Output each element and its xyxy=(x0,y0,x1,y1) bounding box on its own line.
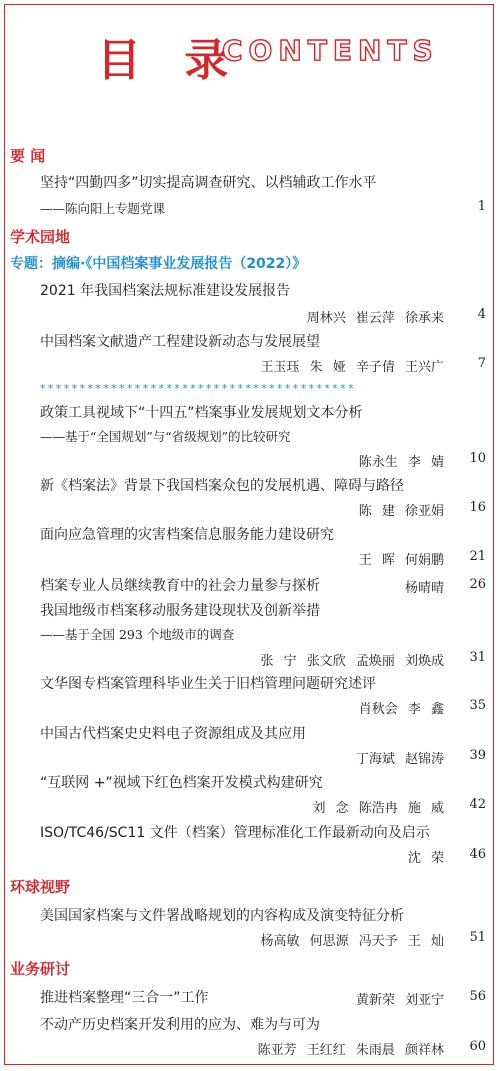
article-authors: 黄新荣 刘亚宁 xyxy=(355,993,444,1008)
page-number: 4 xyxy=(477,307,486,322)
article-title[interactable]: 美国国家档案与文件署战略规划的内容构成及演变特征分析 xyxy=(40,908,404,924)
topic-heading: 专题：摘编·《中国档案事业发展报告（2022）》 xyxy=(10,256,307,272)
article-title[interactable]: 推进档案整理“三合一”工作 xyxy=(40,990,209,1006)
article-title[interactable]: “互联网 +”视域下红色档案开发模式构建研究 xyxy=(40,775,323,791)
article-subtitle: ——陈向阳上专题党课 xyxy=(40,201,166,216)
article-authors: 沈 荣 xyxy=(407,851,444,866)
page-number: 35 xyxy=(469,698,486,713)
page-number: 56 xyxy=(469,989,486,1004)
title-chinese: 目 录 xyxy=(97,35,243,86)
page-number: 60 xyxy=(469,1039,486,1054)
article-title[interactable]: 坚持“四勤四多”切实提高调查研究、以档辅政工作水平 xyxy=(40,175,377,191)
article-title[interactable]: 我国地级市档案移动服务建设现状及创新举措 xyxy=(40,603,320,619)
article-authors: 肖秋会 李 鑫 xyxy=(358,702,444,717)
section-heading-academic: 学术园地 xyxy=(10,228,71,246)
article-title[interactable]: 中国档案文献遗产工程建设新动态与发展展望 xyxy=(40,334,320,350)
article-title[interactable]: 不动产历史档案开发利用的应为、难为与可为 xyxy=(40,1017,320,1033)
page-number: 46 xyxy=(469,847,486,862)
article-title[interactable]: 政策工具视域下“十四五”档案事业发展规划文本分析 xyxy=(40,405,363,421)
article-title[interactable]: ISO/TC46/SC11 文件（档案）管理标准化工作最新动向及启示 xyxy=(40,825,430,841)
title-english: CONTENTS xyxy=(222,34,439,67)
article-authors: 陈 建 徐亚娟 xyxy=(358,504,444,519)
section-heading-global: 环球视野 xyxy=(10,878,71,896)
article-title[interactable]: 2021 年我国档案法规标准建设发展报告 xyxy=(40,283,291,299)
section-heading-practice: 业务研讨 xyxy=(10,960,71,978)
page-number: 31 xyxy=(469,650,486,665)
article-authors: 张 宁 张文欣 孟焕丽 刘焕成 xyxy=(260,654,444,669)
page-number: 42 xyxy=(469,797,486,812)
page-number: 1 xyxy=(477,199,486,214)
article-authors: 陈亚芳 王红红 朱雨晨 颜祥林 xyxy=(257,1043,444,1058)
article-authors: 周林兴 崔云萍 徐承来 xyxy=(306,311,444,326)
section-heading-news: 要 闻 xyxy=(10,147,46,165)
page-number: 51 xyxy=(469,930,486,945)
article-title[interactable]: 新《档案法》背景下我国档案众包的发展机遇、障碍与路径 xyxy=(40,478,404,494)
article-authors: 刘 念 陈浩冉 施 威 xyxy=(312,801,444,816)
article-authors: 王玉珏 朱 娅 辛子倩 王兴广 xyxy=(260,360,444,375)
page-number: 10 xyxy=(469,451,486,466)
page-number: 7 xyxy=(477,356,486,371)
article-authors: 杨晴晴 xyxy=(404,581,444,596)
page-number: 39 xyxy=(469,748,486,763)
page-number: 26 xyxy=(469,577,486,592)
article-subtitle: ——基于“全国规划”与“省级规划”的比较研究 xyxy=(40,429,291,444)
page-number: 21 xyxy=(469,549,486,564)
article-authors: 丁海斌 赵锦涛 xyxy=(355,752,444,767)
article-authors: 陈永生 李 婧 xyxy=(358,455,444,470)
page-number: 16 xyxy=(469,500,486,515)
star-divider: **************************************** xyxy=(40,382,356,395)
article-title[interactable]: 文华图专档案管理科毕业生关于旧档管理问题研究述评 xyxy=(40,676,376,692)
article-title[interactable]: 面向应急管理的灾害档案信息服务能力建设研究 xyxy=(40,527,334,543)
article-authors: 杨高敏 何思源 冯天予 王 灿 xyxy=(260,934,444,949)
article-title[interactable]: 中国古代档案史史料电子资源组成及其应用 xyxy=(40,726,306,742)
article-title[interactable]: 档案专业人员继续教育中的社会力量参与探析 xyxy=(40,578,320,594)
article-authors: 王 晖 何娟鹏 xyxy=(358,553,444,568)
article-subtitle: ——基于全国 293 个地级市的调查 xyxy=(40,627,235,642)
